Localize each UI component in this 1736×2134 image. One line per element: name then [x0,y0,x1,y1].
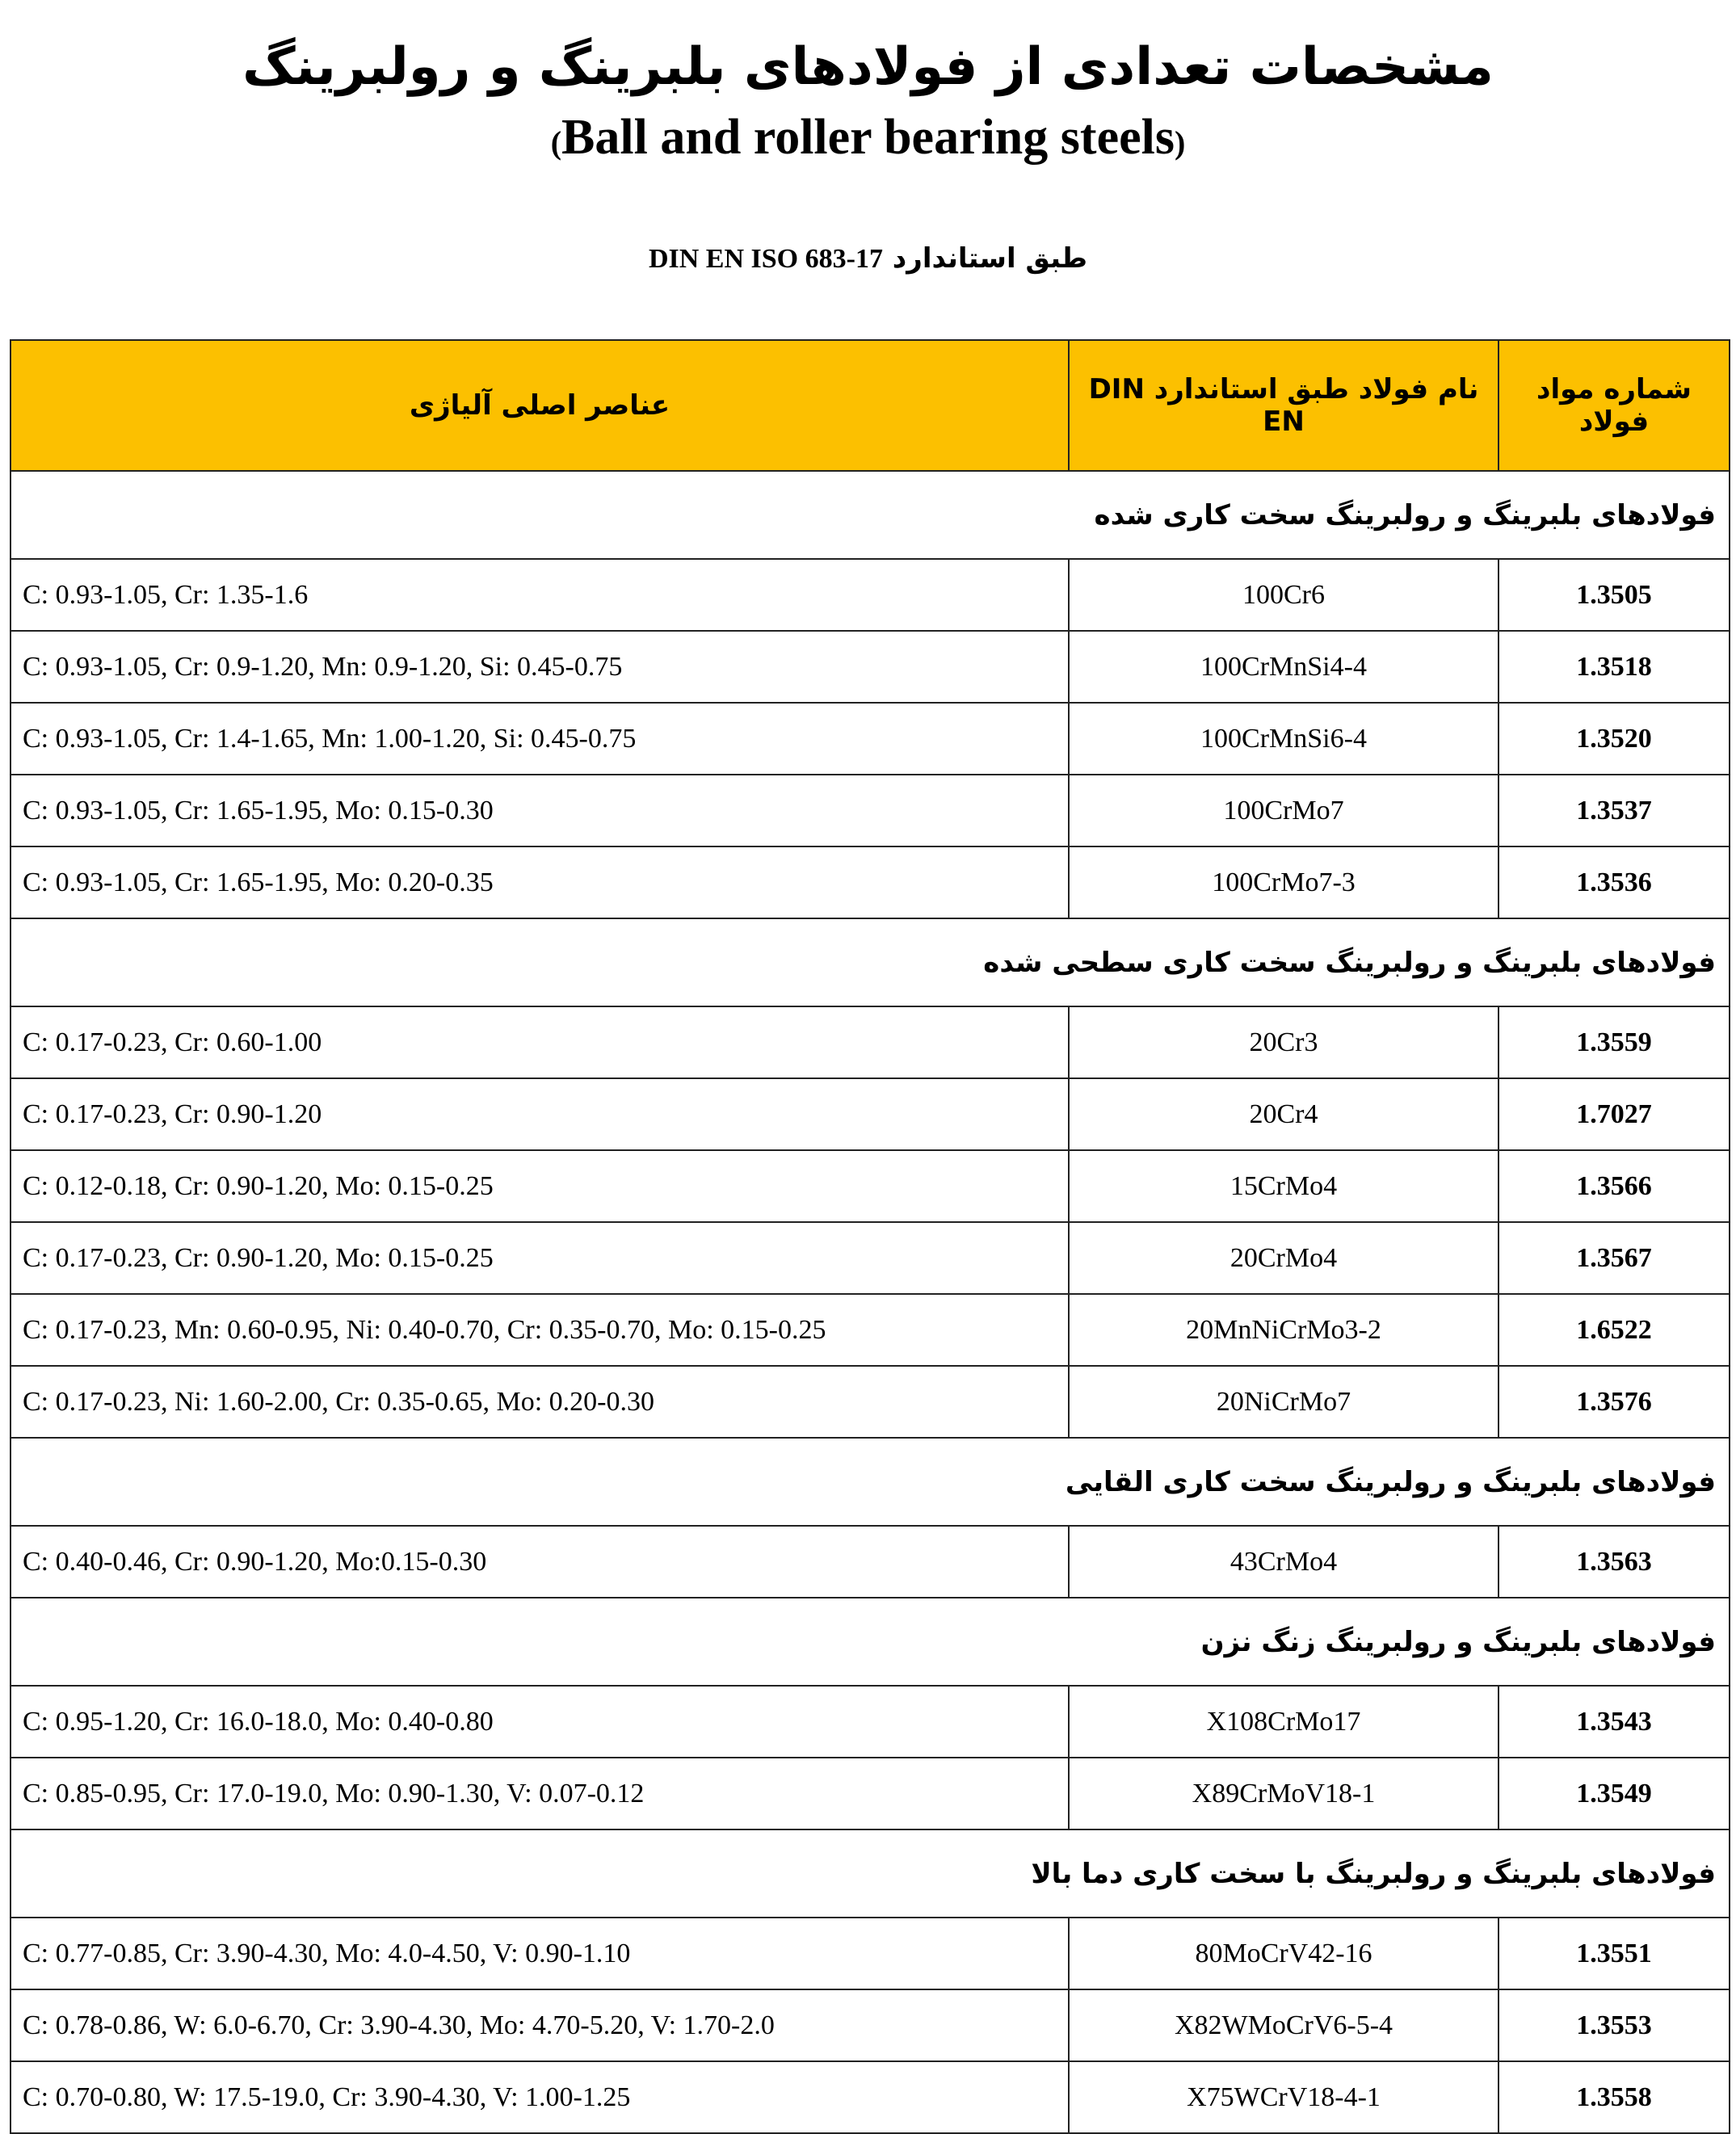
subtitle-prefix: طبق استاندارد [892,242,1088,275]
group-header-row [11,1598,1730,1686]
steel-name-cell: 20NiCrMo7 [1069,1366,1499,1438]
material-number-cell: 1.3566 [1499,1150,1730,1222]
steel-name-cell: 43CrMo4 [1069,1526,1499,1598]
alloy-elements-cell: C: 0.93-1.05, Cr: 1.4-1.65, Mn: 1.00-1.20, Si: 0.45-0.75 [11,703,1069,775]
header-material-number: شماره مواد فولاد [1499,340,1730,471]
table-header-row [11,340,1730,471]
table-row [11,1758,1730,1829]
material-number-cell: 1.3563 [1499,1526,1730,1598]
table-row [11,1078,1730,1150]
header-alloy-elements: عناصر اصلی آلیاژی [11,340,1069,471]
steel-name-cell: 80MoCrV42-16 [1069,1918,1499,1989]
material-number-cell: 1.3576 [1499,1366,1730,1438]
material-number-cell: 1.3537 [1499,775,1730,846]
material-number-cell: 1.6522 [1499,1294,1730,1366]
steel-name-cell: 20CrMo4 [1069,1222,1499,1294]
close-paren: ) [1174,124,1186,161]
table-row [11,2061,1730,2133]
table-row [11,703,1730,775]
alloy-elements-cell: C: 0.93-1.05, Cr: 0.9-1.20, Mn: 0.9-1.20, Si: 0.45-0.75 [11,631,1069,703]
material-number-cell: 1.3543 [1499,1686,1730,1758]
material-number-cell: 1.3567 [1499,1222,1730,1294]
alloy-elements-cell: C: 0.12-0.18, Cr: 0.90-1.20, Mo: 0.15-0.25 [11,1150,1069,1222]
steel-name-cell: 100CrMnSi6-4 [1069,703,1499,775]
alloy-elements-cell: C: 0.93-1.05, Cr: 1.35-1.6 [11,559,1069,631]
alloy-elements-cell: C: 0.77-0.85, Cr: 3.90-4.30, Mo: 4.0-4.50, V: 0.90-1.10 [11,1918,1069,1989]
page-title-english [0,105,1736,175]
steel-name-cell: X75WCrV18-4-1 [1069,2061,1499,2133]
table-row [11,1526,1730,1598]
material-number-cell: 1.3558 [1499,2061,1730,2133]
material-number-cell: 1.3518 [1499,631,1730,703]
page-title-persian: مشخصات تعدادی از فولادهای بلبرینگ و رولبرینگ [242,37,1494,97]
table-row [11,1989,1730,2061]
subtitle-standard: DIN EN ISO 683-17 [648,244,883,274]
alloy-elements-cell: C: 0.93-1.05, Cr: 1.65-1.95, Mo: 0.15-0.30 [11,775,1069,846]
material-number-cell: 1.7027 [1499,1078,1730,1150]
alloy-elements-cell: C: 0.17-0.23, Cr: 0.60-1.00 [11,1006,1069,1078]
table-row [11,559,1730,631]
group-title: فولادهای بلبرینگ و رولبرینگ با سخت کاری دما بالا [11,1829,1730,1918]
alloy-elements-cell: C: 0.17-0.23, Cr: 0.90-1.20, Mo: 0.15-0.25 [11,1222,1069,1294]
table-row [11,1366,1730,1438]
steel-name-cell: X89CrMoV18-1 [1069,1758,1499,1829]
group-header-row [11,1438,1730,1526]
alloy-elements-cell: C: 0.70-0.80, W: 17.5-19.0, Cr: 3.90-4.30, V: 1.00-1.25 [11,2061,1069,2133]
table-row [11,1686,1730,1758]
steel-name-cell: X108CrMo17 [1069,1686,1499,1758]
group-title: فولادهای بلبرینگ و رولبرینگ زنگ نزن [11,1598,1730,1686]
steel-name-cell: 20Cr4 [1069,1078,1499,1150]
table-row [11,1006,1730,1078]
material-number-cell: 1.3520 [1499,703,1730,775]
group-title: فولادهای بلبرینگ و رولبرینگ سخت کاری سطحی شده [11,918,1730,1006]
alloy-elements-cell: C: 0.17-0.23, Mn: 0.60-0.95, Ni: 0.40-0.70, Cr: 0.35-0.70, Mo: 0.15-0.25 [11,1294,1069,1366]
group-header-row [11,471,1730,559]
group-header-row [11,918,1730,1006]
material-number-cell: 1.3536 [1499,846,1730,918]
open-paren: ( [550,124,562,161]
steel-name-cell: 20MnNiCrMo3-2 [1069,1294,1499,1366]
steel-name-cell: X82WMoCrV6-5-4 [1069,1989,1499,2061]
alloy-elements-cell: C: 0.95-1.20, Cr: 16.0-18.0, Mo: 0.40-0.80 [11,1686,1069,1758]
table-row [11,1150,1730,1222]
table-row [11,631,1730,703]
alloy-elements-cell: C: 0.17-0.23, Cr: 0.90-1.20 [11,1078,1069,1150]
table-row [11,1222,1730,1294]
group-title: فولادهای بلبرینگ و رولبرینگ سخت کاری القایی [11,1438,1730,1526]
alloy-elements-cell: C: 0.85-0.95, Cr: 17.0-19.0, Mo: 0.90-1.30, V: 0.07-0.12 [11,1758,1069,1829]
table-row [11,1294,1730,1366]
header-steel-name: نام فولاد طبق استاندارد DIN EN [1069,340,1499,471]
material-number-cell: 1.3553 [1499,1989,1730,2061]
steel-name-cell: 100CrMo7-3 [1069,846,1499,918]
group-header-row [11,1829,1730,1918]
standard-subtitle [0,234,1736,284]
steel-name-cell: 100Cr6 [1069,559,1499,631]
material-number-cell: 1.3505 [1499,559,1730,631]
table-row [11,1918,1730,1989]
alloy-elements-cell: C: 0.17-0.23, Ni: 1.60-2.00, Cr: 0.35-0.65, Mo: 0.20-0.30 [11,1366,1069,1438]
steel-name-cell: 100CrMnSi4-4 [1069,631,1499,703]
table-body [11,471,1730,2133]
english-title-text: Ball and roller bearing steels [561,110,1175,165]
material-number-cell: 1.3551 [1499,1918,1730,1989]
table-row [11,846,1730,918]
alloy-elements-cell: C: 0.40-0.46, Cr: 0.90-1.20, Mo:0.15-0.30 [11,1526,1069,1598]
steel-name-cell: 100CrMo7 [1069,775,1499,846]
steel-name-cell: 20Cr3 [1069,1006,1499,1078]
alloy-elements-cell: C: 0.93-1.05, Cr: 1.65-1.95, Mo: 0.20-0.35 [11,846,1069,918]
material-number-cell: 1.3559 [1499,1006,1730,1078]
alloy-elements-cell: C: 0.78-0.86, W: 6.0-6.70, Cr: 3.90-4.30, Mo: 4.70-5.20, V: 1.70-2.0 [11,1989,1069,2061]
table-row [11,775,1730,846]
material-number-cell: 1.3549 [1499,1758,1730,1829]
group-title: فولادهای بلبرینگ و رولبرینگ سخت کاری شده [11,471,1730,559]
steel-name-cell: 15CrMo4 [1069,1150,1499,1222]
steel-table [10,339,1730,2134]
